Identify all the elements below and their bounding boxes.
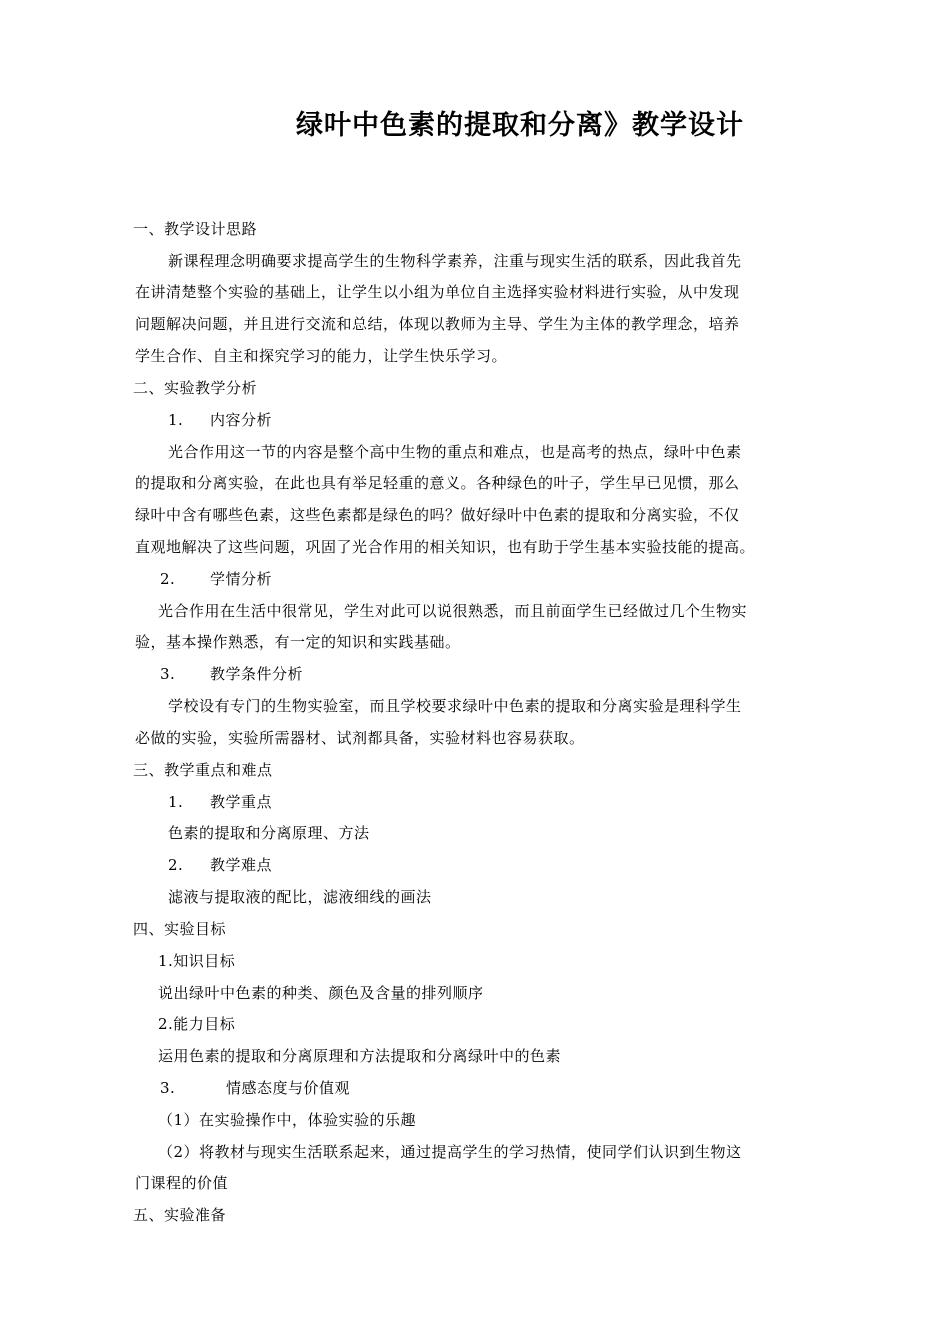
subsection-heading [160,1077,350,1099]
paragraph-line: 验，基本操作熟悉，有一定的知识和实践基础。 [135,633,461,651]
subsection-heading [168,409,272,431]
subsection-label: 内容分析 [210,411,273,429]
section-heading-5: 五、实验准备 [133,1206,227,1224]
subsection-heading [160,568,272,590]
subsection-number: 2. [168,856,184,874]
paragraph-line: （2）将教材与现实生活联系起来，通过提高学生的学习热情，使同学们认识到生物这 [158,1143,742,1161]
subsection-number: 1. [168,793,184,811]
paragraph-line: 说出绿叶中色素的种类、颜色及含量的排列顺序 [158,984,484,1002]
paragraph-line: 光合作用这一节的内容是整个高中生物的重点和难点，也是高考的热点，绿叶中色素 [168,443,742,461]
paragraph-line: 问题解决问题，并且进行交流和总结，体现以教师为主导、学生为主体的教学理念，培养 [135,315,740,333]
subsection-label: 学情分析 [210,570,273,588]
paragraph-line: 运用色素的提取和分离原理和方法提取和分离绿叶中的色素 [158,1047,562,1065]
paragraph-line: （1）在实验操作中，体验实验的乐趣 [158,1111,417,1129]
paragraph-line: 光合作用在生活中很常见，学生对此可以说很熟悉，而且前面学生已经做过几个生物实 [158,602,748,620]
subsection-heading [168,854,272,876]
section-heading-3: 三、教学重点和难点 [133,761,273,779]
paragraph-line: 在讲清楚整个实验的基础上，让学生以小组为单位自主选择实验材料进行实验，从中发现 [135,283,740,301]
subsection-heading [160,663,303,685]
paragraph-line: 学校设有专门的生物实验室，而且学校要求绿叶中色素的提取和分离实验是理科学生 [168,697,742,715]
paragraph-line: 门课程的价值 [135,1174,229,1192]
paragraph-line: 的提取和分离实验，在此也具有举足轻重的意义。各种绿色的叶子，学生早已见惯，那么 [135,474,740,492]
subsection-number: 3. [160,665,176,683]
paragraph-line: 新课程理念明确要求提高学生的生物科学素养，注重与现实生活的联系，因此我首先 [168,252,742,270]
paragraph-line: 色素的提取和分离原理、方法 [168,824,370,842]
subsection-label: 教学条件分析 [210,665,304,683]
subsection-number: 1. [168,411,184,429]
subsection-number: 2. [160,570,176,588]
subsection-number: 3. [160,1079,176,1097]
paragraph-line: 直观地解决了这些问题，巩固了光合作用的相关知识，也有助于学生基本实验技能的提高。 [135,538,756,556]
paragraph-line: 滤液与提取液的配比，滤液细线的画法 [168,888,432,906]
section-heading-4: 四、实验目标 [133,920,227,938]
subsection-label: 教学难点 [210,856,273,874]
subsection-label: 情感态度与价值观 [226,1079,351,1097]
section-heading-1: 一、教学设计思路 [133,220,258,238]
subsection-heading [168,791,272,813]
document-title: 绿叶中色素的提取和分离》教学设计 [296,110,744,141]
paragraph-line: 必做的实验，实验所需器材、试剂都具备，实验材料也容易获取。 [135,729,585,747]
subsection-label: 教学重点 [210,793,273,811]
section-heading-2: 二、实验教学分析 [133,379,258,397]
subsection-heading: 2.能力目标 [158,1015,236,1033]
paragraph-line: 学生合作、自主和探究学习的能力，让学生快乐学习。 [135,347,508,365]
subsection-heading: 1.知识目标 [158,952,236,970]
paragraph-line: 绿叶中含有哪些色素，这些色素都是绿色的吗？做好绿叶中色素的提取和分离实验，不仅 [135,506,740,524]
